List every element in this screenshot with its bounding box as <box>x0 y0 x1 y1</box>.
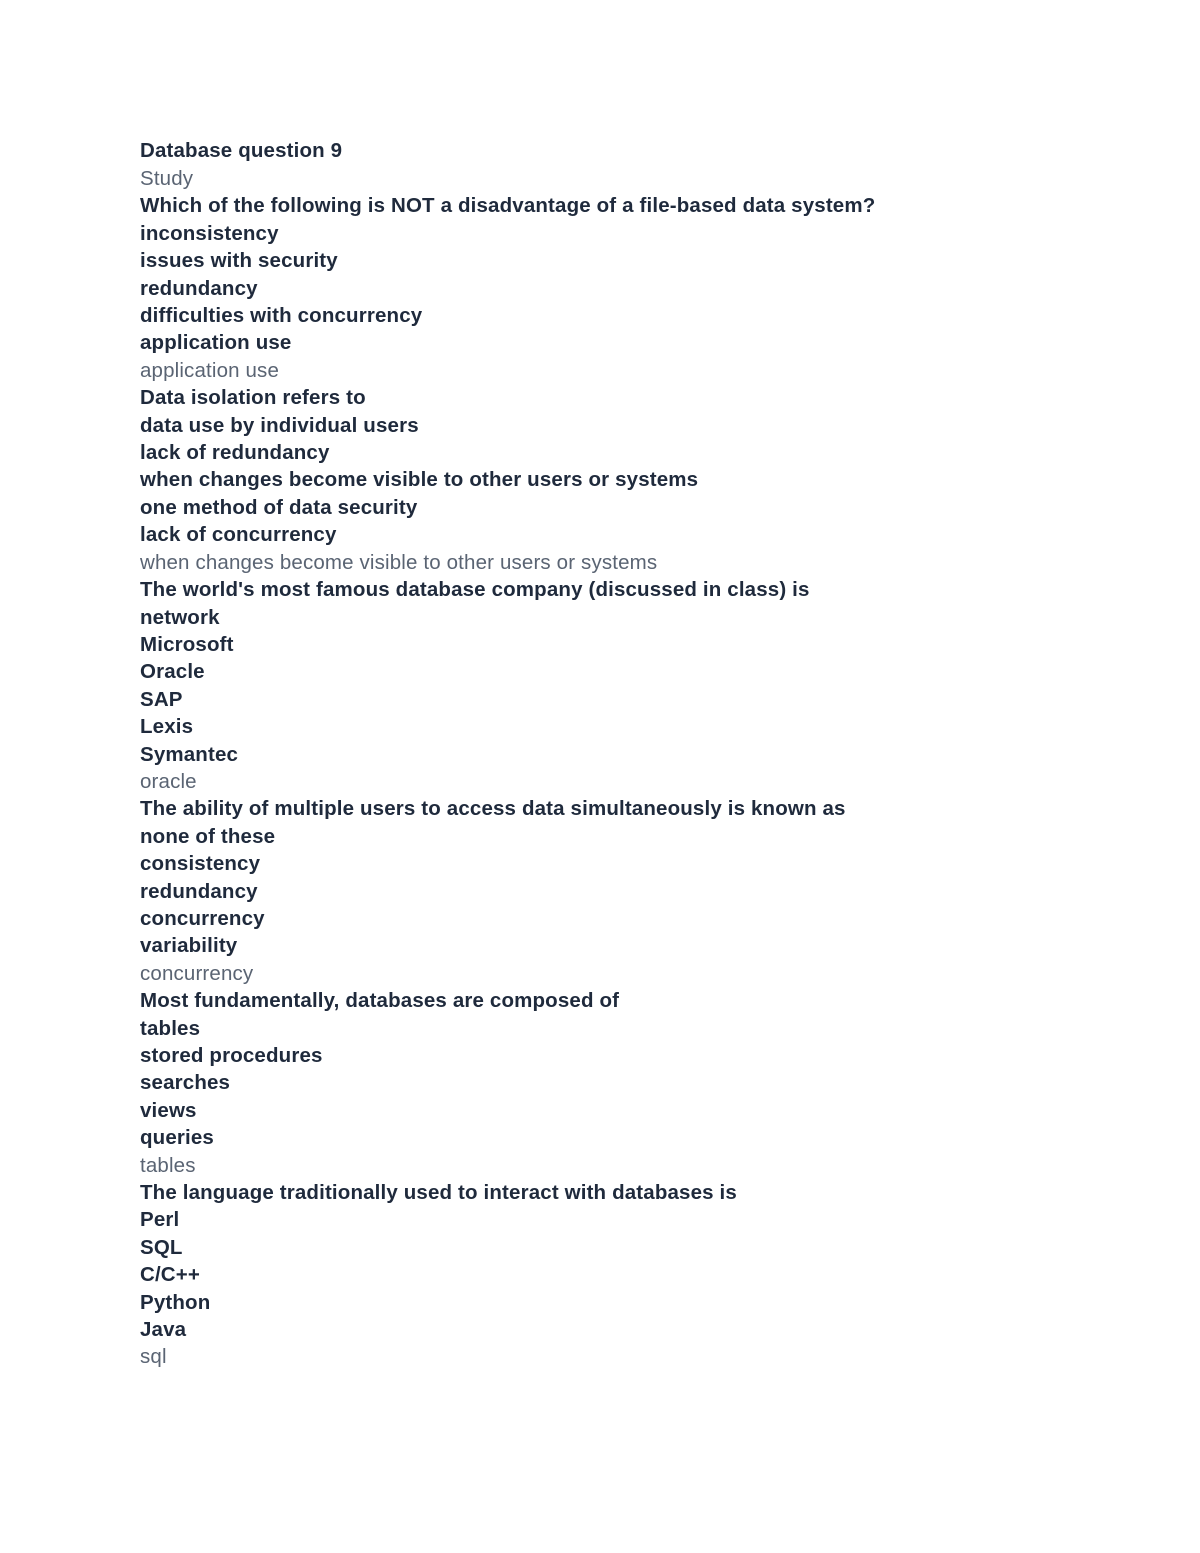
answer-option: Symantec <box>140 742 239 766</box>
correct-answer: oracle <box>140 769 197 793</box>
document-body <box>140 136 1060 1371</box>
answer-option: consistency <box>140 852 261 876</box>
answer-option: none of these <box>140 824 276 848</box>
question-text: Most fundamentally, databases are composed of <box>140 989 620 1013</box>
answer-option: when changes become visible to other users or systems <box>140 468 699 492</box>
answer-option: tables <box>140 1016 201 1040</box>
question-text: Data isolation refers to <box>140 386 366 410</box>
answer-option: views <box>140 1098 197 1122</box>
answer-option: inconsistency <box>140 221 279 245</box>
answer-option: difficulties with concurrency <box>140 304 423 328</box>
document-title: Database question 9 <box>140 139 343 162</box>
answer-option: variability <box>140 934 238 958</box>
answer-option: concurrency <box>140 906 265 930</box>
answer-option: data use by individual users <box>140 413 419 437</box>
correct-answer: tables <box>140 1153 196 1177</box>
question-text: The ability of multiple users to access data simultaneously is known as <box>140 797 846 821</box>
answer-option: searches <box>140 1071 231 1095</box>
correct-answer: concurrency <box>140 961 254 985</box>
answer-option: redundancy <box>140 276 258 300</box>
answer-option: one method of data security <box>140 495 418 519</box>
answer-option: Java <box>140 1318 187 1342</box>
answer-option: C/C++ <box>140 1263 200 1287</box>
correct-answer: sql <box>140 1345 167 1369</box>
answer-option: Microsoft <box>140 632 234 656</box>
answer-option: issues with security <box>140 249 338 273</box>
answer-option: Lexis <box>140 715 194 739</box>
answer-option: queries <box>140 1126 214 1150</box>
answer-option: network <box>140 605 220 629</box>
correct-answer: application use <box>140 358 280 382</box>
answer-option: redundancy <box>140 879 258 903</box>
question-text: The world's most famous database company (discussed in class) is <box>140 578 810 602</box>
answer-option: Perl <box>140 1208 180 1232</box>
answer-option: SAP <box>140 687 183 711</box>
question-text: Which of the following is NOT a disadvantage of a file-based data system? <box>140 194 876 218</box>
answer-option: Python <box>140 1290 211 1314</box>
answer-option: stored procedures <box>140 1044 323 1067</box>
answer-option: Oracle <box>140 660 205 684</box>
answer-option: application use <box>140 331 292 355</box>
question-text: The language traditionally used to interact with databases is <box>140 1181 737 1205</box>
answer-option: lack of concurrency <box>140 523 337 547</box>
document-subtitle: Study <box>140 167 194 190</box>
answer-option: SQL <box>140 1235 183 1259</box>
correct-answer: when changes become visible to other users or systems <box>140 550 658 574</box>
answer-option: lack of redundancy <box>140 441 330 465</box>
